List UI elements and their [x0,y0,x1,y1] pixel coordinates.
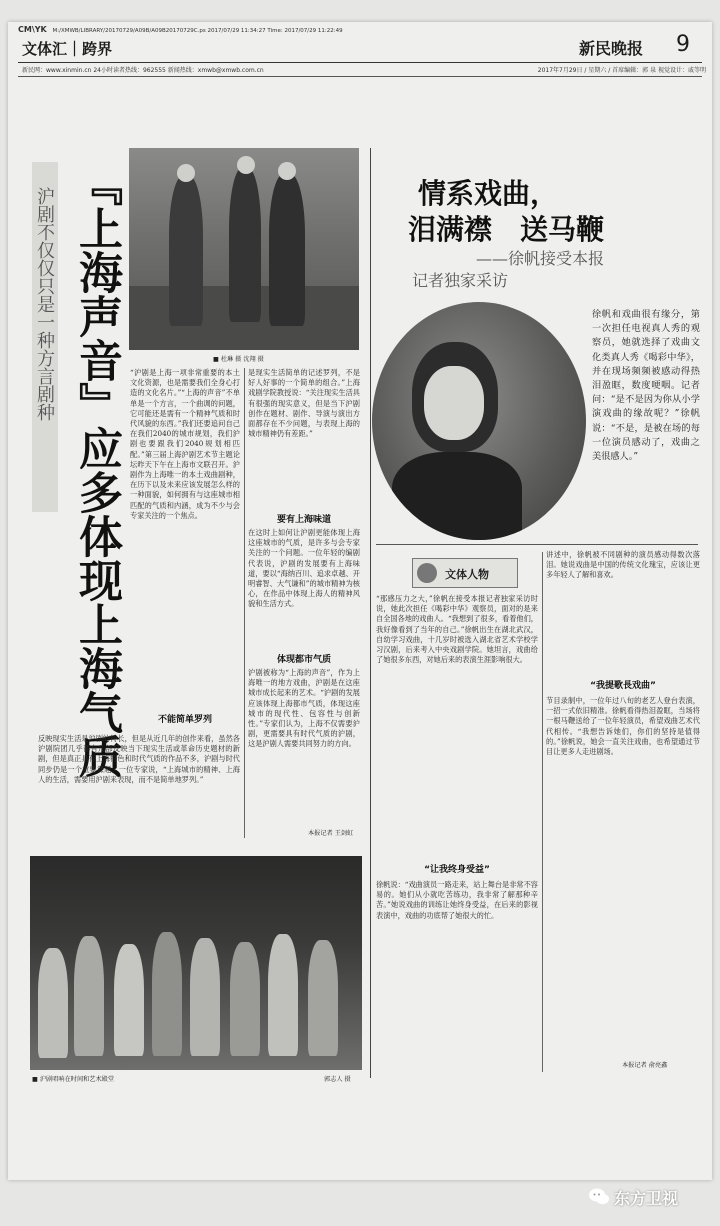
left-col2c-text: 沪剧被称为“上海的声音”，作为上海唯一的地方戏曲，沪剧是在这座城市成长起来的艺术。“沪剧的发展应该体现上海都市气质，体现这座城市的现代性、包容性与创新性。”专家们认为，上海不仅需要沪剧，更需要具有时代气质的沪剧，这是沪剧人需要共同努力的方向。 [248,668,360,749]
column-tag-box [412,558,518,588]
sub-not-only: 不能简单罗列 [157,715,212,725]
print-path-line [18,25,698,34]
newspaper-page [8,22,712,1180]
column-tag-label: 文体人物 [445,568,489,581]
right-col-b2-text: 节目录制中，一位年过八旬的老艺人登台表演，一招一式依旧精准。徐帆看得热泪盈眶，当场将一根马鞭送给了一位年轻演员，希望戏曲艺术代代相传。“我想告诉她们，你们的坚持是值得的。”徐帆说，她会一直关注戏曲，也希望通过节目让更多人走进剧场。 [546,696,700,757]
sub-yao-you: 要有上海味道 [276,515,331,525]
stage-group-photo [30,856,362,1070]
header-info-right: 2017年7月29日 / 星期六 / 首席编辑：郭 泉 视觉设计：戚等明 [537,67,706,74]
left-byline: 本报记者 王剑虹 [308,830,354,837]
chat-bubble-icon [588,1186,610,1208]
right-col-a-text: “那感压力之大，”徐帆在接受本报记者独家采访时说，她此次担任《喝彩中华》观察员，面对的是来自全国各地的戏曲人。“我想到了很多，看着他们，我好像看到了当年的自己。”徐帆出生在湖北武汉，自幼学习戏曲，十几岁时被选入湖北省艺术学校学习汉剧，后来考入中央戏剧学院。她坦言，戏曲给了她很多东西，对她后来的表演生涯影响很大。 [376,594,538,665]
right-subhead-2: 记者独家采访 [412,271,509,290]
right-col-a2-text: 徐帆说：“戏曲演员一路走来，站上舞台是非常不容易的。她们从小就吃苦练功，我非常了解那种辛苦。”她说戏曲的训练让她终身受益，在后来的影视表演中，戏曲的功底帮了她很大的忙。 [376,880,538,920]
xu-fan-portrait [372,302,586,540]
right-headline-1: 情系戏曲， [418,177,559,210]
print-path: M:/XMWB/LIBRARY/20170729/A09B/A09B20170729C.ps 2017/07/29 11:34:27 Time: 2017/07/29 11:22:49 [52,28,343,34]
left-col2-text: 是现实生活简单的记述罗列，不是好人好事的一个简单的组合。”上海戏剧学院教授说：“关注现实生活具有很强的现实意义，但是当下沪剧创作在题材、剧作、导演与演出方面都存在不少问题，与表现上海的城市精神仍有差距。” [248,368,360,439]
left-col1-text: “沪剧是上海一项非常重要的本土文化资源，也是需要我们全身心打造的文化名片。”“上海的声音”不单单是一个方言，一个曲调的问题，它可能还是需有一个精神气质和时代风貌的东西。”我们还要追问自己在我们2040的城市规划，我们沪剧也要跟我们2040规划相匹配。”第三届上海沪剧艺术节主题论坛昨天下午在上海市文联召开。沪剧作为上海唯一的本土戏曲剧种，在历下以及未来应该发展怎么样的一种面貌，如何拥有与这座城市相匹配的气质和内涵，成为不少与会专家关注的一个焦点。 [130,368,240,520]
cmyk-mark: CM\YK [18,25,47,34]
left-headline: 『上海声音』应多体现上海气质 [71,162,122,778]
bottom-photo-caption: ■ 沪剧唱响在时间和艺术殿堂 [32,1076,115,1083]
page-number: 9 [676,32,690,57]
left-col1b-text: 反映现实生活是沪剧的特长，但是从近几年的创作来看，虽然各沪剧院团几乎都有几部反映当下现实生活或革命历史题材的新剧，但是真正具有上海特色和时代气质的作品不多，沪剧与时代同步仍是一个重要课题。一位专家说，“上海城市的精神、上海人的生活，需要用沪剧来表现，而不是简单地罗列。” [38,734,240,784]
right-intro-text: 徐帆和戏曲很有缘分，第一次担任电视真人秀的观察员，她就选择了戏曲文化类真人秀《喝彩中华》，并在现场频频被感动得热泪盈眶，数度哽咽。记者问：“是不是因为你从小学演戏曲的缘故呢？”徐帆说：“不是，是被在场的每一位演员感动了，戏曲之美很感人。” [592,309,700,463]
bottom-photo-credit: 郭志人 摄 [324,1076,351,1083]
photo-caption: ■ 杜琳 摄 沈翔 摄 [213,356,264,363]
masthead: 新民晚报 [579,39,644,58]
section-title: 文体汇｜跨界 [22,40,113,58]
side-title: 沪剧不仅仅只是一种方言剧种 [34,187,55,421]
performers-photo [129,148,359,350]
right-byline: 本报记者 俞亮鑫 [622,1062,668,1069]
right-col-b-text: 讲述中，徐帆被不同剧种的演员感动得数次落泪。她说戏曲是中国的传统文化瑰宝，应该让更多年轻人了解和喜欢。 [546,550,700,580]
right-headline-2: 泪满襟 送马鞭 [408,213,605,246]
sub-wo-ti: “我提歌長戏曲” [590,681,656,691]
right-subhead-1: ——徐帆接受本报 [476,249,605,268]
watermark-label: 东方卫视 [614,1189,679,1208]
left-col2b-text: 在这时上如何让沪剧更能体现上海这座城市的气质，是许多与会专家关注的一个问题。一位年轻的编剧代表说，沪剧的发展要有上海味道，要以“海纳百川、追求卓越、开明睿智、大气谦和”的城市精神为核心，在作品中体现上海人的精神风貌和生活方式。 [248,528,360,609]
column-tag-emblem-icon [417,563,437,583]
sub-ti-xian: 体现都市气质 [276,655,331,665]
sub-rang: “让我终身受益” [424,865,490,875]
header-info-left: 新民网：www.xinmin.cn 24小时读者热线：962555 新闻热线：xmwb@xmwb.com.cn [22,67,264,74]
